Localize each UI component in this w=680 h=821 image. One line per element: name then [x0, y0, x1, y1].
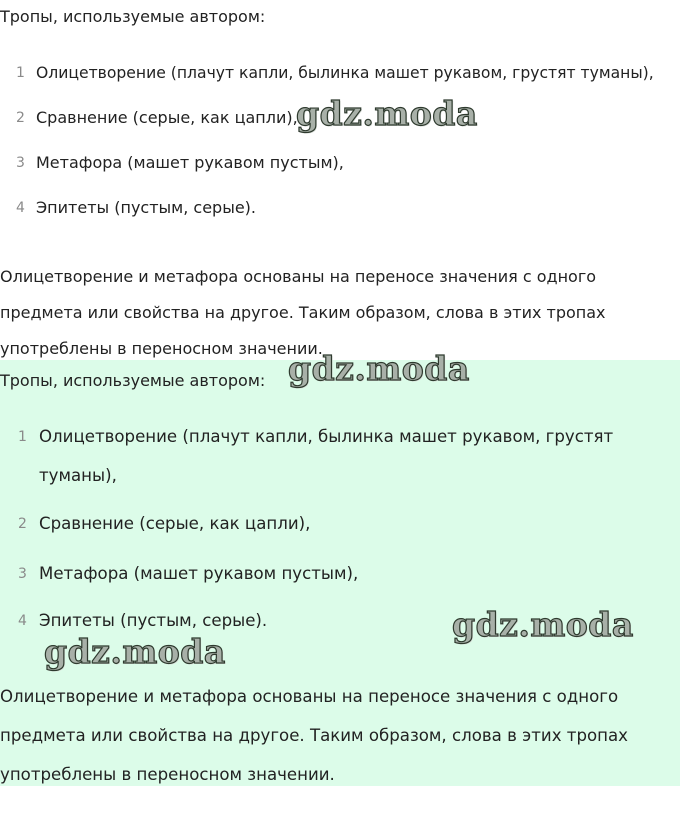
list-item-number: 3: [16, 155, 25, 171]
gdz-moda-watermark: gdz.moda: [44, 632, 226, 671]
list-item-text: Сравнение (серые, как цапли),: [36, 108, 298, 127]
paragraph-line: предмета или свойства на другое. Таким образом, слова в этих тропах: [0, 303, 606, 322]
list-item-number: 4: [16, 200, 25, 216]
list-item-number: 2: [18, 516, 27, 532]
paragraph-line: Олицетворение и метафора основаны на переносе значения с одного: [0, 267, 597, 286]
list-item-text: Метафора (машет рукавом пустым),: [36, 153, 344, 172]
list-item-text: Сравнение (серые, как цапли),: [39, 514, 311, 533]
explanation-paragraph: [0, 677, 628, 794]
tropes-heading: Тропы, используемые автором:: [0, 371, 266, 390]
list-item-text: Эпитеты (пустым, серые).: [36, 198, 256, 217]
list-item-number: 2: [16, 110, 25, 126]
answer-block-plain: [0, 0, 680, 360]
paragraph-line: Олицетворение и метафора основаны на переносе значения с одного: [0, 687, 619, 706]
paragraph-line: предмета или свойства на другое. Таким образом, слова в этих тропах: [0, 726, 628, 745]
paragraph-line: употреблены в переносном значении.: [0, 765, 335, 784]
tropes-heading: Тропы, используемые автором:: [0, 7, 266, 26]
list-item-text: Эпитеты (пустым, серые).: [39, 611, 268, 630]
gdz-moda-watermark: gdz.moda: [296, 94, 478, 133]
list-item-number: 3: [18, 566, 27, 582]
list-item-text: Метафора (машет рукавом пустым),: [39, 564, 359, 583]
gdz-moda-watermark: gdz.moda: [288, 349, 470, 388]
list-item-number: 1: [18, 429, 27, 445]
list-item-text: Олицетворение (плачут капли, былинка машет рукавом, грустят туманы),: [36, 64, 654, 82]
list-item-text: Олицетворение (плачут капли, былинка машет рукавом, грустят: [39, 427, 614, 446]
list-item-text: туманы),: [39, 466, 117, 485]
list-item-number: 4: [18, 613, 27, 629]
list-item-number: 1: [16, 65, 25, 81]
answer-block-highlighted: [0, 360, 680, 786]
paragraph-line: употреблены в переносном значении.: [0, 339, 323, 358]
gdz-moda-watermark: gdz.moda: [452, 605, 634, 644]
